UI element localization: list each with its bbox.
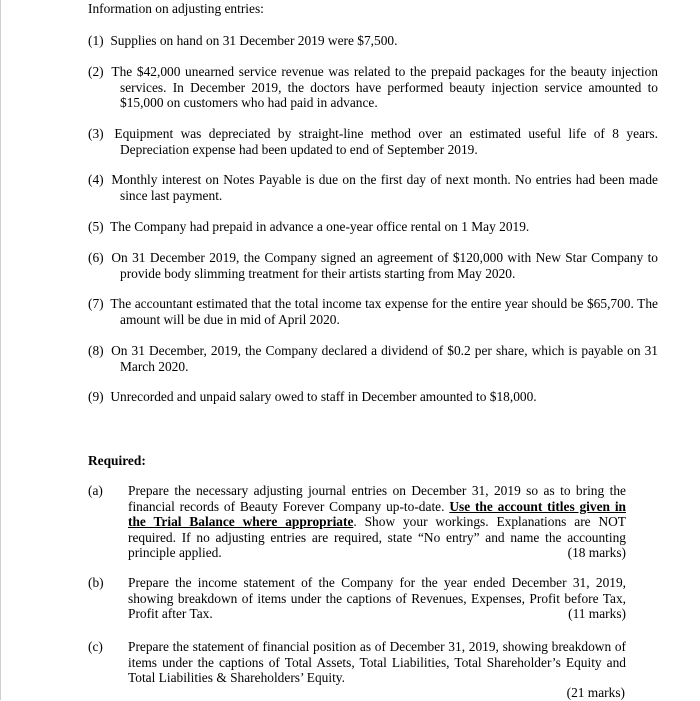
required-text <box>128 639 626 686</box>
list-item <box>88 126 658 157</box>
item-text: The $42,000 unearned service revenue was related to the prepaid packages for the beauty injection services. In December 2019, the doctors have performed beauty injection service amounted to $15,000 on customers who had paid in advance. <box>111 64 659 111</box>
item-number: (1) <box>88 33 104 48</box>
item-number: (6) <box>88 250 104 265</box>
item-text: Equipment was depreciated by straight-line method over an estimated useful life of 8 years. Depreciation expense had been updated to end of September 2019. <box>114 126 658 157</box>
required-text-part: Prepare the necessary adjusting journal entries on December 31, 2019 so as to bring the financial records of Beauty Forever Company up-to-date. <box>128 483 626 514</box>
list-item <box>88 296 658 327</box>
item-text: On 31 December, 2019, the Company declared a dividend of $0.2 per share, which is payable on 31 March 2020. <box>111 343 658 374</box>
item-text: Supplies on hand on 31 December 2019 were $7,500. <box>110 33 398 48</box>
required-text-part: Prepare the statement of financial position as of December 31, 2019, showing breakdown of items under the captions of Total Assets, Total Liabilities, Total Shareholder’s Equity and Total Liabilities & Shareholders’ Equity. <box>128 639 626 686</box>
account-titles-emphasis: Use the account titles given in the Trial Balance where appropriate <box>128 498 627 530</box>
list-item <box>88 64 658 111</box>
required-text-part: . Show your workings. Explanations are NOT required. If no adjusting entries are required, state “No entry” and name the accounting principle applied. <box>128 514 626 561</box>
item-text: Monthly interest on Notes Payable is due on the first day of next month. No entries had been made since last payment. <box>111 172 658 203</box>
list-item <box>88 219 658 235</box>
item-text: The Company had prepaid in advance a one-year office rental on 1 May 2019. <box>110 219 530 234</box>
required-item-b <box>88 575 626 622</box>
required-label: (b) <box>88 575 104 590</box>
item-number: (8) <box>88 343 104 358</box>
list-item <box>88 172 658 203</box>
item-text: The accountant estimated that the total income tax expense for the entire year should be $65,700. The amount will be due in mid of April 2020. <box>110 296 658 327</box>
item-number: (3) <box>88 126 104 141</box>
required-text <box>128 483 626 561</box>
item-number: (2) <box>88 64 104 79</box>
required-text <box>128 575 626 622</box>
item-text: On 31 December 2019, the Company signed an agreement of $120,000 with New Star Company to provide body slimming treatment for their artists starting from May 2020. <box>111 250 659 281</box>
item-number: (9) <box>88 389 104 404</box>
item-number: (7) <box>88 296 104 311</box>
item-number: (5) <box>88 219 104 234</box>
marks-label: (18 marks) <box>567 545 626 561</box>
required-text-part: Prepare the income statement of the Company for the year ended December 31, 2019, showing breakdown of items under the captions of Revenues, Expenses, Profit before Tax, Profit after Tax. <box>128 575 626 622</box>
required-item-a <box>88 483 626 561</box>
marks-label: (11 marks) <box>568 606 626 622</box>
required-item-c <box>88 639 626 686</box>
list-item <box>88 33 658 49</box>
item-text: Unrecorded and unpaid salary owed to staff in December amounted to $18,000. <box>110 389 537 404</box>
marks-label: (21 marks) <box>566 685 625 700</box>
required-label: (a) <box>88 483 103 498</box>
list-item <box>88 343 658 374</box>
required-label: (c) <box>88 639 103 654</box>
item-number: (4) <box>88 172 104 187</box>
section-heading: Information on adjusting entries: <box>88 1 264 16</box>
required-heading: Required: <box>88 453 146 468</box>
list-item <box>88 389 658 405</box>
list-item <box>88 250 658 281</box>
